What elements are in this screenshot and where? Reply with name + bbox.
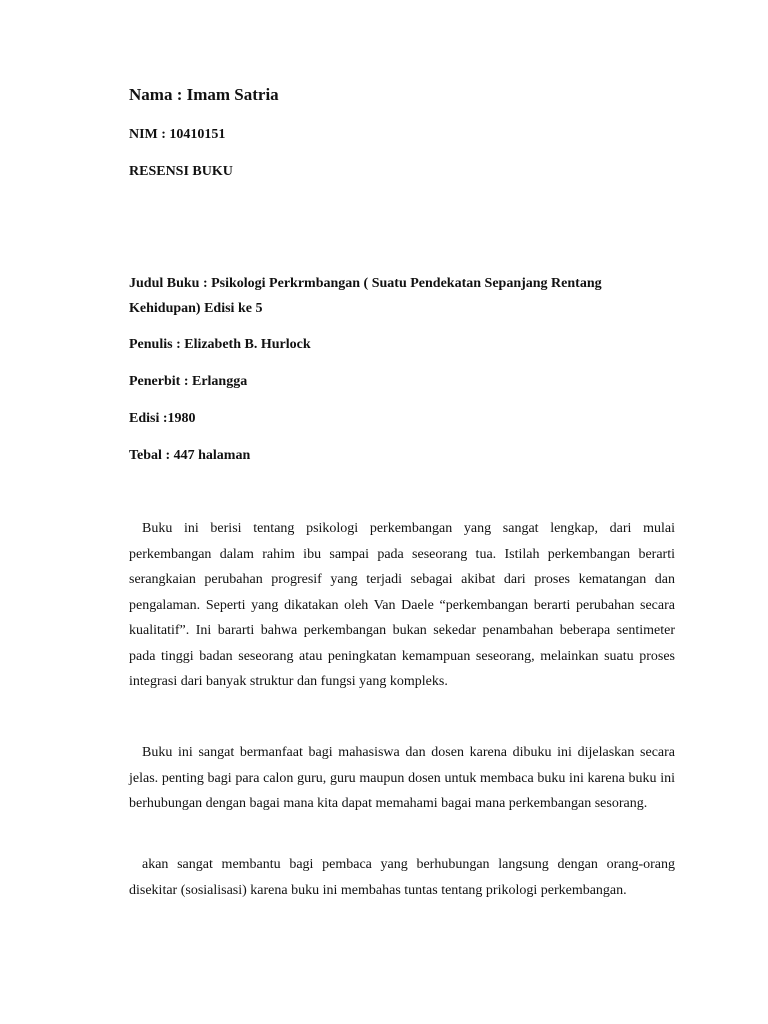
paragraph-1: [129, 516, 675, 695]
book-author: Penulis : Elizabeth B. Hurlock: [129, 337, 311, 352]
book-edition: Edisi :1980: [129, 411, 196, 426]
book-publisher: Penerbit : Erlangga: [129, 374, 248, 389]
paragraph-3-text: akan sangat membantu bagi pembaca yang berhubungan langsung dengan orang-orang disekitar (sosialisasi) karena buku ini membahas tuntas tentang prikologi perkembangan.: [129, 857, 675, 898]
book-title: Judul Buku : Psikologi Perkrmbangan ( Suatu Pendekatan Sepanjang Rentang Kehidupan) Edisi ke 5: [129, 276, 602, 316]
paragraph-3: [129, 852, 675, 903]
student-id: NIM : 10410151: [129, 127, 226, 142]
author-name: Nama : Imam Satria: [129, 85, 279, 104]
paragraph-2-text: Buku ini sangat bermanfaat bagi mahasiswa dan dosen karena dibuku ini dijelaskan secara jelas. penting bagi para calon guru, guru maupun dosen untuk membaca buku ini karena buku ini berhubungan dengan bagai mana kita dapat memahami bagai mana perkembangan sesorang.: [129, 745, 675, 811]
paragraph-1-text: Buku ini berisi tentang psikologi perkembangan yang sangat lengkap, dari mulai perkembangan dalam rahim ibu sampai pada seseorang tua. Istilah perkembangan berarti serangkaian perubahan progresif yang terjadi sebagai akibat dari proses kematangan dan pengalaman. Seperti yang dikatakan oleh Van Daele “perkembangan berarti perubahan secara kualitatif”. Ini bararti bahwa perkembangan bukan sekedar penambahan beberapa sentimeter pada tinggi badan seseorang atau peningkatan kemampuan seseorang, melainkan suatu proses integrasi dari banyak struktur dan fungsi yang kompleks.: [129, 521, 675, 689]
document-title: RESENSI BUKU: [129, 164, 233, 179]
book-pages: Tebal : 447 halaman: [129, 448, 251, 463]
paragraph-2: [129, 740, 675, 817]
